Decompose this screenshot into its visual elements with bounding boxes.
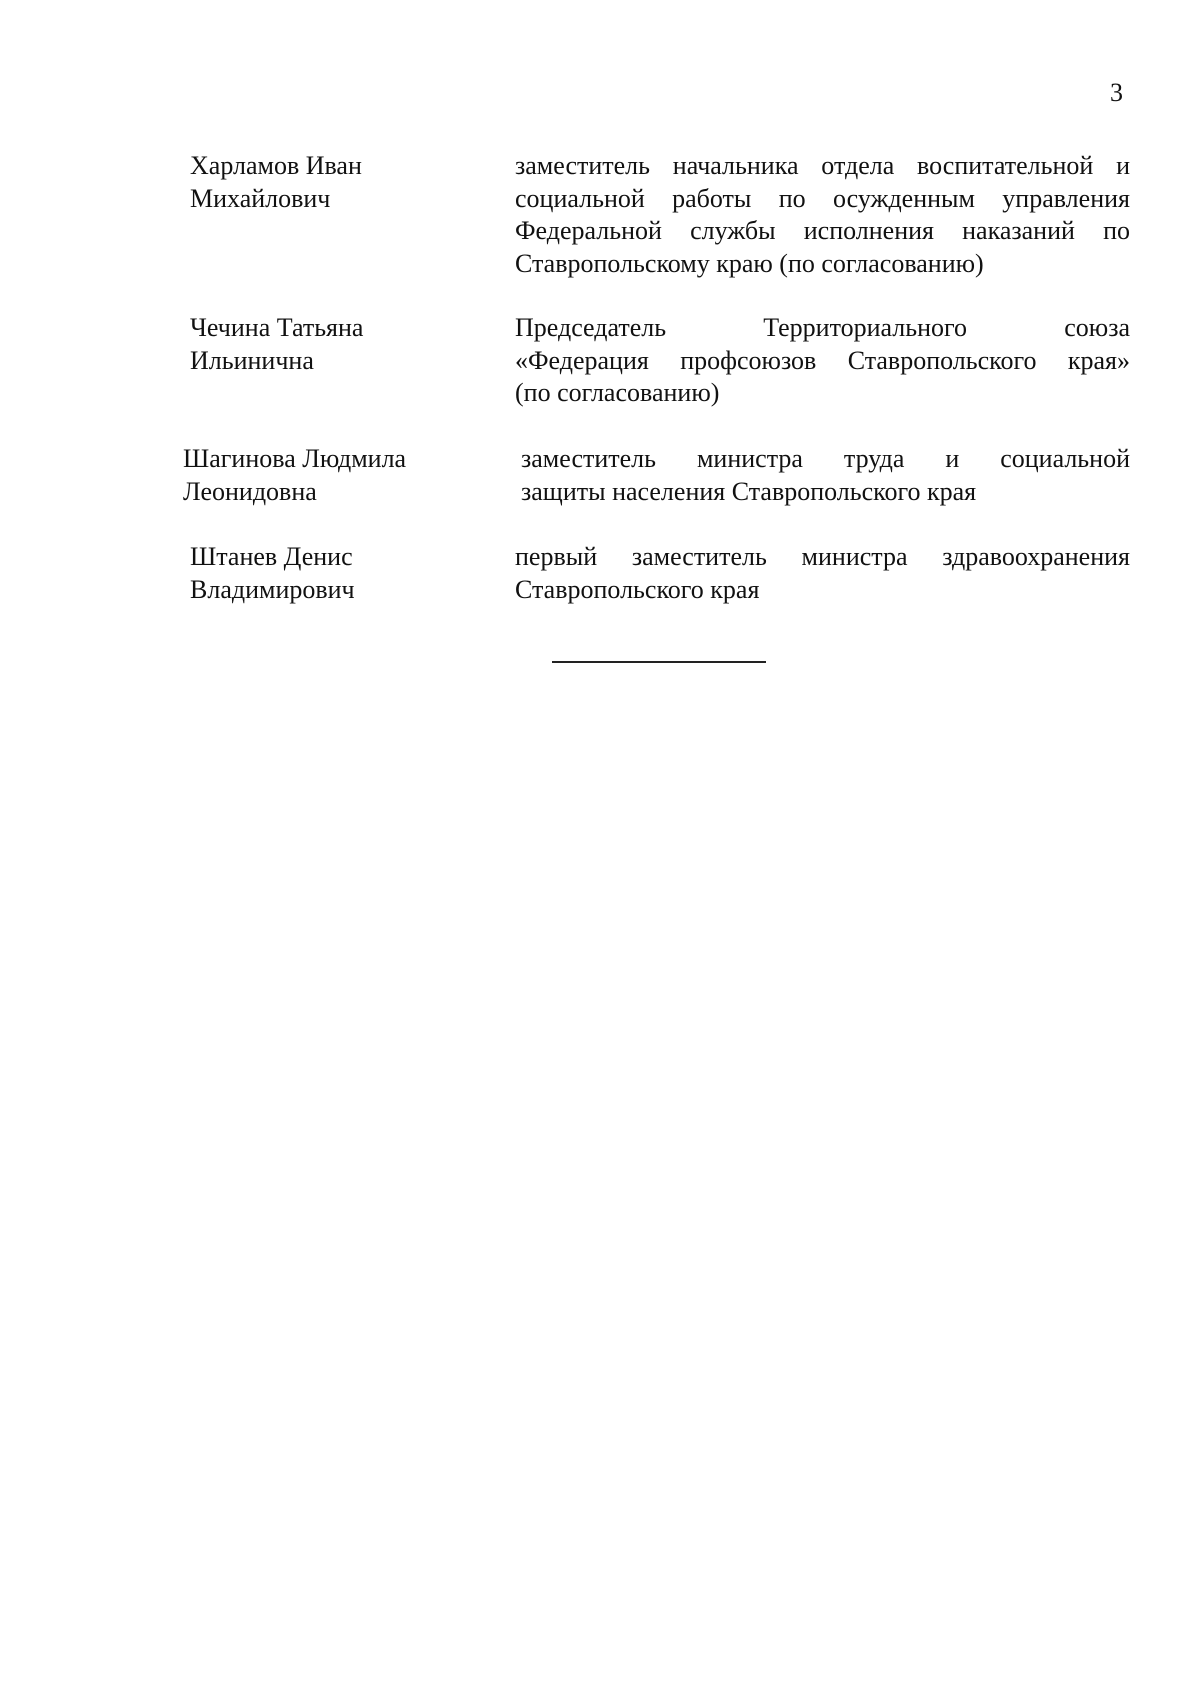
member-role-line: (по согласованию): [515, 378, 720, 407]
member-name-line: Штанев Денис: [190, 542, 353, 571]
member-name: [190, 541, 490, 606]
member-role-line: первый заместитель министра здравоохранения: [515, 542, 1130, 571]
member-role: [515, 541, 1130, 606]
member-name-line: Харламов Иван: [190, 151, 362, 180]
member-name-line: Леонидовна: [183, 476, 317, 506]
member-name-line: Ильинична: [190, 345, 314, 375]
member-name-line: Михайлович: [190, 183, 331, 213]
member-name: [190, 312, 490, 377]
page-number: 3: [1110, 78, 1123, 107]
member-name-line: Шагинова Людмила: [183, 444, 407, 473]
end-of-list-rule: [552, 661, 766, 663]
member-role-line: Председатель Территориального союза: [515, 313, 1130, 342]
member-role-line: «Федерация профсоюзов Ставропольского края»: [515, 345, 1130, 375]
member-name: [183, 443, 483, 508]
member-role-line: Ставропольского края: [515, 574, 760, 604]
member-role-line: социальной работы по осужденным управления: [515, 183, 1130, 213]
member-role-line: Ставропольскому краю (по согласованию): [515, 248, 984, 278]
member-name-line: Владимирович: [190, 574, 355, 604]
member-role-line: заместитель министра труда и социальной: [521, 444, 1130, 473]
member-name: [190, 150, 490, 215]
member-role: [515, 150, 1130, 280]
member-role-line: защиты населения Ставропольского края: [521, 476, 977, 506]
member-name-line: Чечина Татьяна: [190, 313, 364, 342]
member-role: [515, 312, 1130, 410]
member-role: [521, 443, 1130, 508]
member-role-line: заместитель начальника отдела воспитательной и: [515, 151, 1130, 180]
member-role-line: Федеральной службы исполнения наказаний по: [515, 216, 1130, 245]
